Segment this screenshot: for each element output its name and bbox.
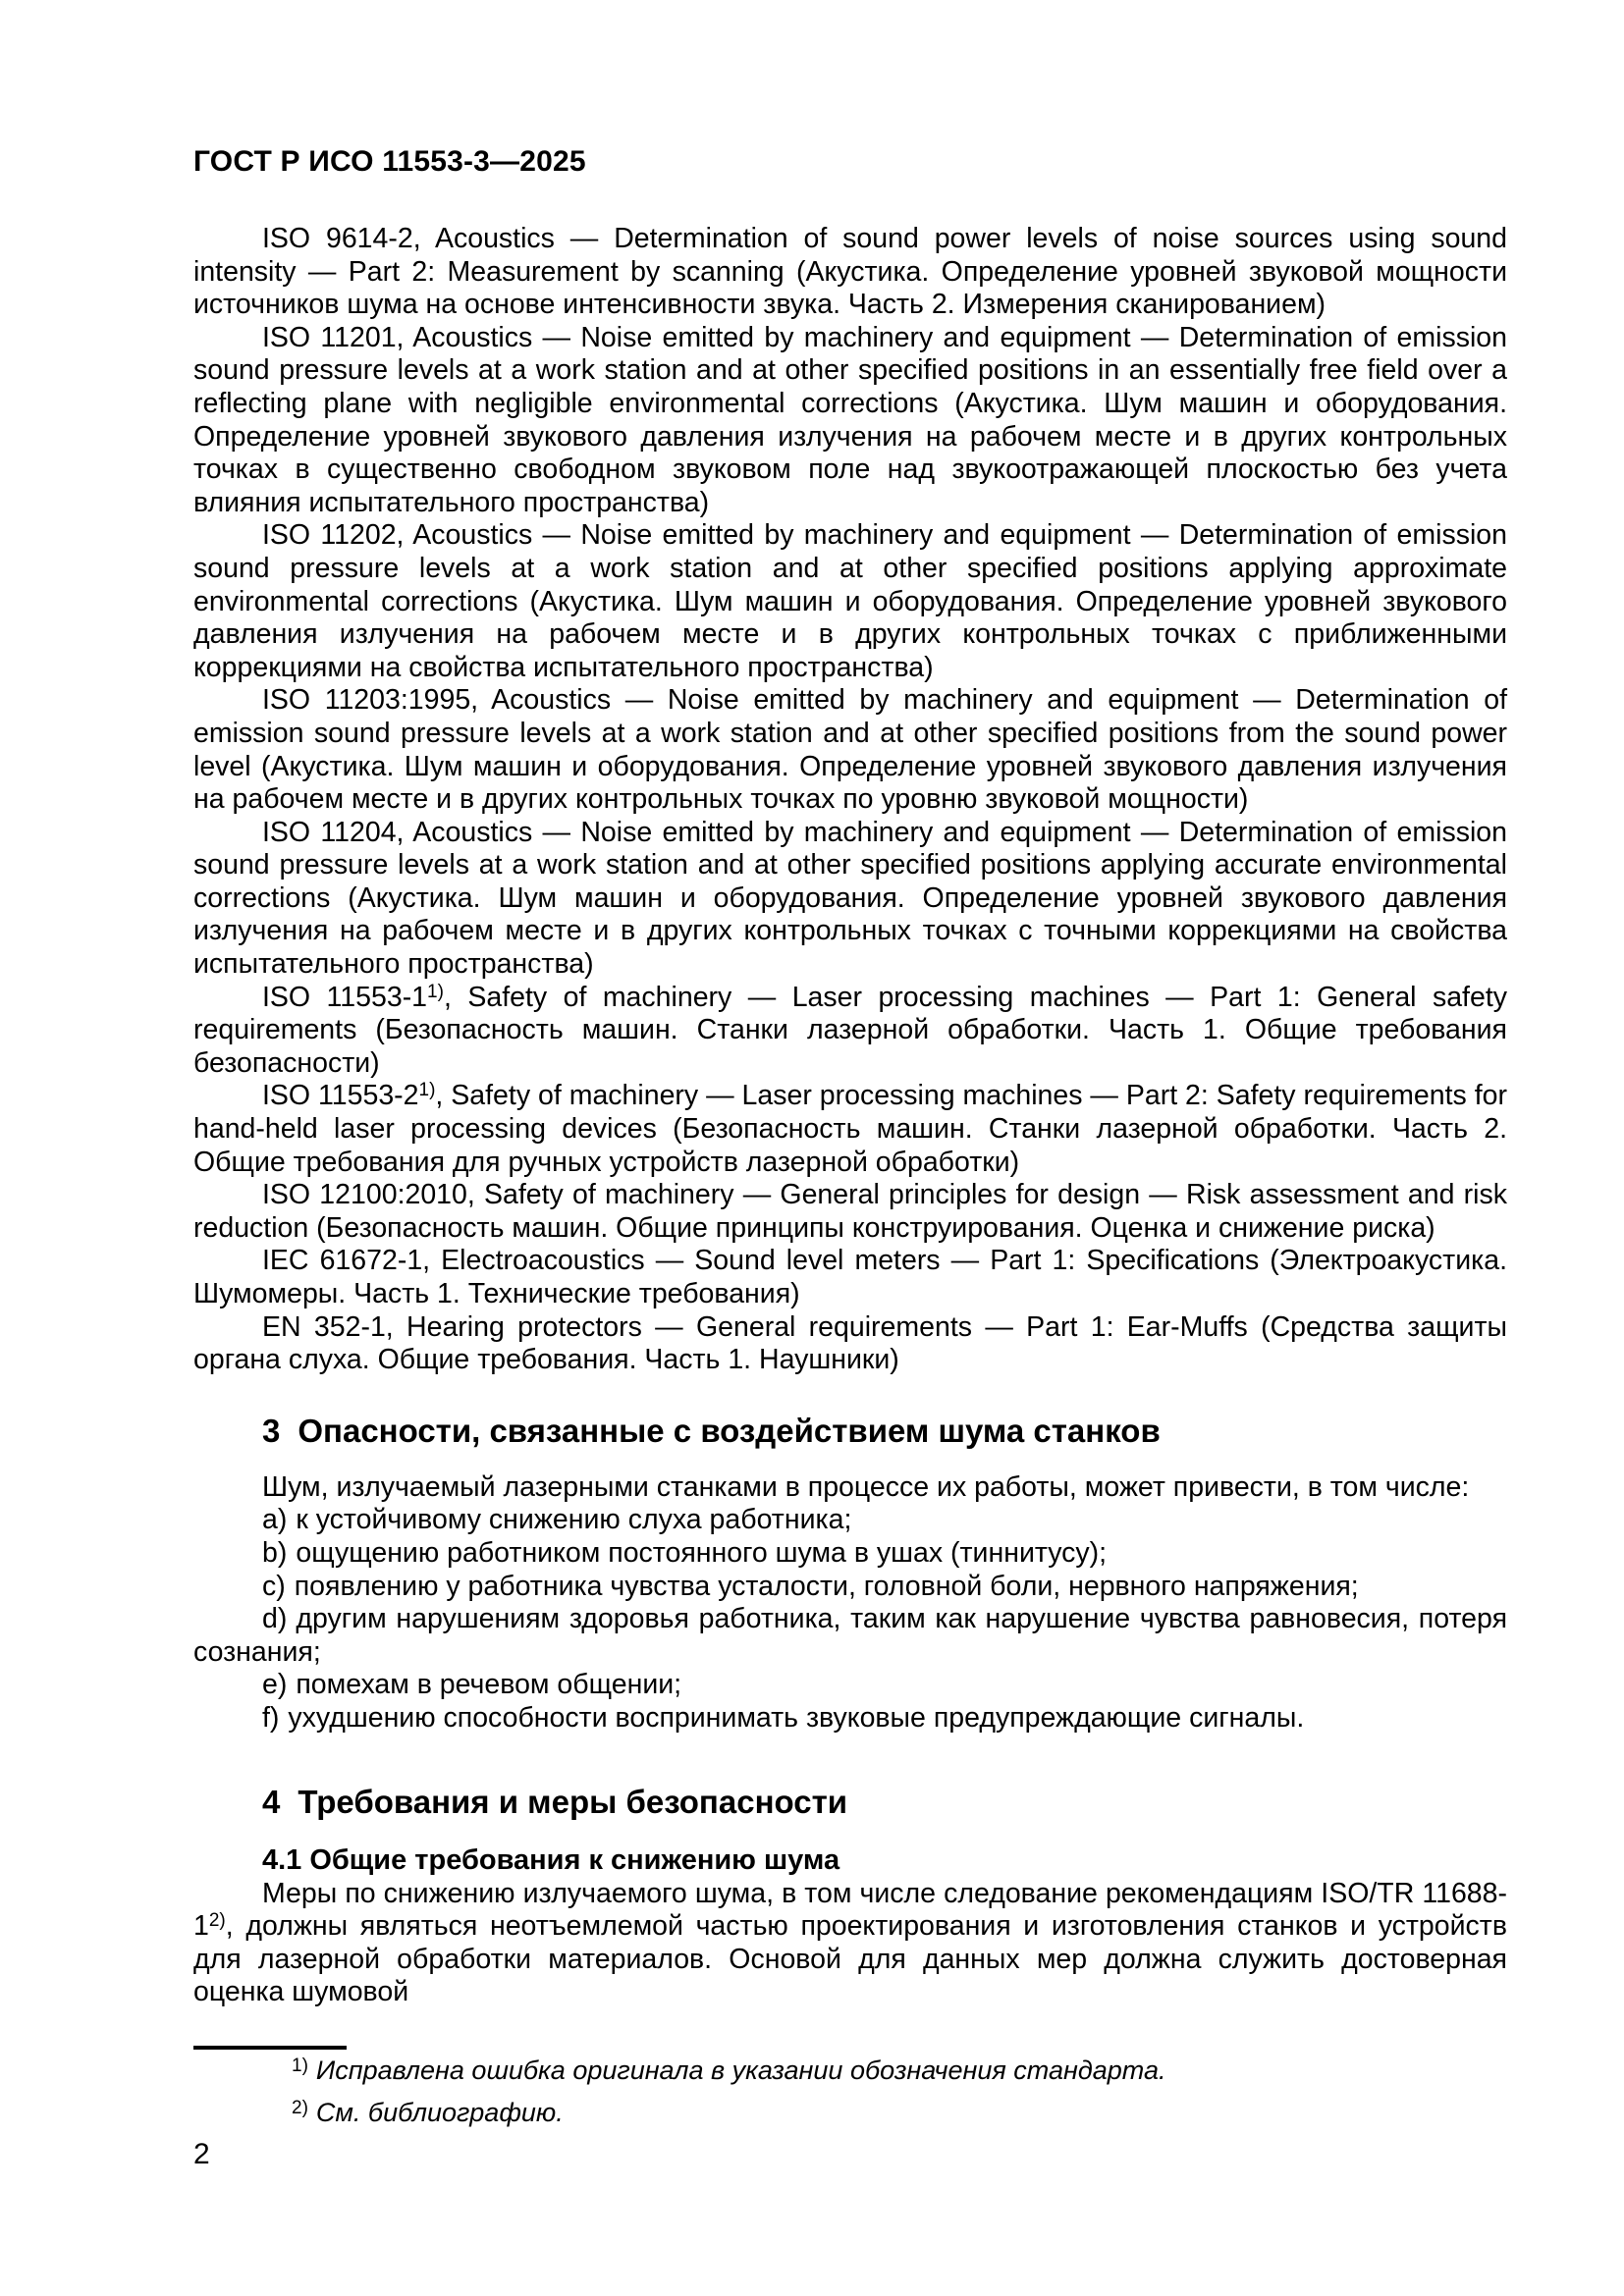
list-item-text: ощущению работником постоянного шума в ушах (тиннитусу); xyxy=(296,1536,1108,1569)
reference-text: ISO 11553-1 xyxy=(262,981,428,1013)
footnote-ref-mark: 1) xyxy=(418,1080,436,1101)
footnote-ref-mark: 1) xyxy=(427,981,444,1002)
reference-text: , Safety of machinery — Laser processing machines — Part 1: General safety requirements (Безопасность машин. Станки лазерной обработки. Часть 1. Общие требования безопасности) xyxy=(193,981,1507,1079)
subsection-number: 4.1 xyxy=(262,1843,302,1876)
normative-references xyxy=(193,223,1507,1377)
page-number: 2 xyxy=(193,2137,210,2170)
reference-paragraph xyxy=(193,982,1507,1081)
list-item-a xyxy=(193,1504,1507,1537)
reference-text: IEC 61672-1, Electroacoustics — Sound level meters — Part 1: Specifications (Электроакустика. Шумомеры. Часть 1. Технические требования) xyxy=(193,1245,1507,1309)
reference-paragraph xyxy=(193,223,1507,322)
reference-paragraph xyxy=(193,817,1507,982)
footnote-number: 2) xyxy=(292,2097,308,2118)
list-item-text: к устойчивому снижению слуха работника; xyxy=(296,1504,852,1536)
list-item-d xyxy=(193,1603,1507,1669)
reference-paragraph xyxy=(193,322,1507,520)
section-title: Требования и меры безопасности xyxy=(298,1783,848,1820)
reference-text: ISO 12100:2010, Safety of machinery — General principles for design — Risk assessment and risk reduction (Безопасность машин. Общие принципы конструирования. Оценка и снижение риска) xyxy=(193,1179,1507,1244)
reference-paragraph xyxy=(193,519,1507,684)
footnote-text: Исправлена ошибка оригинала в указании обозначения стандарта. xyxy=(315,2055,1166,2085)
footnote-number: 1) xyxy=(292,2055,308,2076)
list-item-text: другим нарушениям здоровья работника, таким как нарушение чувства равновесия, потеря сознания; xyxy=(193,1603,1507,1668)
reference-text: ISO 11202, Acoustics — Noise emitted by machinery and equipment — Determination of emission sound pressure levels at a work station and at other specified positions applying approximate environmental corrections (Акустика. Шум машин и оборудования. Определение уровней звукового давления излучения на рабочем месте и в других контрольных точках с приближенными коррекциями на свойства испытательного пространства) xyxy=(193,519,1507,683)
reference-text: ISO 11201, Acoustics — Noise emitted by machinery and equipment — Determination of emission sound pressure levels at a work station and at other specified positions in an essentially free field over a reflecting plane with negligible environmental corrections (Акустика. Шум машин и оборудования. Определение уровней звукового давления излучения на рабочем месте и в других контрольных точках в существенно свободном звуковом поле над звукоотражающей плоскостью без учета влияния испытательного пространства) xyxy=(193,321,1507,518)
subsection-title: Общие требования к снижению шума xyxy=(309,1843,840,1876)
reference-text: EN 352-1, Hearing protectors — General requirements — Part 1: Ear-Muffs (Средства защиты органа слуха. Общие требования. Часть 1. Наушники) xyxy=(193,1310,1507,1376)
reference-text: , Safety of machinery — Laser processing machines — Part 2: Safety requirements for hand-held laser processing devices (Безопасность машин. Станки лазерной обработки. Часть 2. Общие требования для ручных устройств лазерной обработки) xyxy=(193,1080,1507,1178)
section-number: 4 xyxy=(262,1783,281,1820)
section-title: Опасности, связанные с воздействием шума станков xyxy=(298,1412,1161,1449)
section-3-body xyxy=(193,1471,1507,1735)
reference-paragraph xyxy=(193,1179,1507,1245)
list-item-c xyxy=(193,1571,1507,1604)
reference-paragraph xyxy=(193,684,1507,816)
reference-text: ISO 11204, Acoustics — Noise emitted by machinery and equipment — Determination of emission sound pressure levels at a work station and at other specified positions applying accurate environmental corrections (Акустика. Шум машин и оборудования. Определение уровней звукового давления излучения на рабочем месте и в других контрольных точках с точными коррекциями на свойства испытательного пространства) xyxy=(193,816,1507,981)
section-number: 3 xyxy=(262,1412,281,1449)
reference-paragraph xyxy=(193,1311,1507,1377)
list-item-b xyxy=(193,1537,1507,1571)
footnote-2 xyxy=(193,2096,1507,2130)
section-3-intro: Шум, излучаемый лазерными станками в процессе их работы, может привести, в том числе: xyxy=(262,1470,1470,1503)
section-4-1-heading xyxy=(193,1842,1507,1878)
list-item-f xyxy=(193,1702,1507,1735)
document-header: ГОСТ Р ИСО 11553-3—2025 xyxy=(193,145,586,178)
footnote-ref-mark: 2) xyxy=(208,1910,226,1932)
list-item-text: появлению у работника чувства усталости, головной боли, нервного напряжения; xyxy=(294,1570,1359,1602)
list-item-text: ухудшению способности воспринимать звуковые предупреждающие сигналы. xyxy=(288,1701,1305,1734)
section-4-1-paragraph xyxy=(193,1878,1507,2009)
list-item-text: помехам в речевом общении; xyxy=(296,1669,682,1701)
list-marker: c) xyxy=(262,1570,286,1602)
footnote-text: См. библиографию. xyxy=(315,2097,564,2127)
paragraph-text: Меры по снижению излучаемого шума, в том числе следование рекомендациям ISO/TR 11688-1 xyxy=(193,1877,1507,1943)
list-marker: f) xyxy=(262,1701,280,1734)
footnote-1 xyxy=(193,2054,1507,2088)
list-item-e xyxy=(193,1669,1507,1702)
reference-text: ISO 9614-2, Acoustics — Determination of sound power levels of noise sources using sound intensity — Part 2: Measurement by scanning (Акустика. Определение уровней звуковой мощности источников шума на основе интенсивности звука. Часть 2. Измерения сканированием) xyxy=(193,223,1507,321)
section-4-heading xyxy=(193,1783,1507,1822)
list-marker: a) xyxy=(262,1504,288,1536)
reference-paragraph xyxy=(193,1245,1507,1310)
paragraph-text: , должны являться неотъемлемой частью проектирования и изготовления станков и устройств для лазерной обработки материалов. Основой для данных мер должна служить достоверная оценка шумовой xyxy=(193,1910,1507,2008)
footnotes xyxy=(193,2054,1507,2130)
list-marker: e) xyxy=(262,1669,288,1701)
section-3-heading xyxy=(193,1412,1507,1451)
reference-text: ISO 11203:1995, Acoustics — Noise emitted by machinery and equipment — Determination of emission sound pressure levels at a work station and at other specified positions from the sound power level (Акустика. Шум машин и оборудования. Определение уровней звукового давления излучения на рабочем месте и в других контрольных точках по уровню звуковой мощности) xyxy=(193,684,1507,816)
footnote-separator-rule xyxy=(193,2046,347,2050)
list-marker: b) xyxy=(262,1536,288,1569)
list-marker: d) xyxy=(262,1603,288,1635)
reference-text: ISO 11553-2 xyxy=(262,1080,419,1112)
reference-paragraph xyxy=(193,1080,1507,1179)
